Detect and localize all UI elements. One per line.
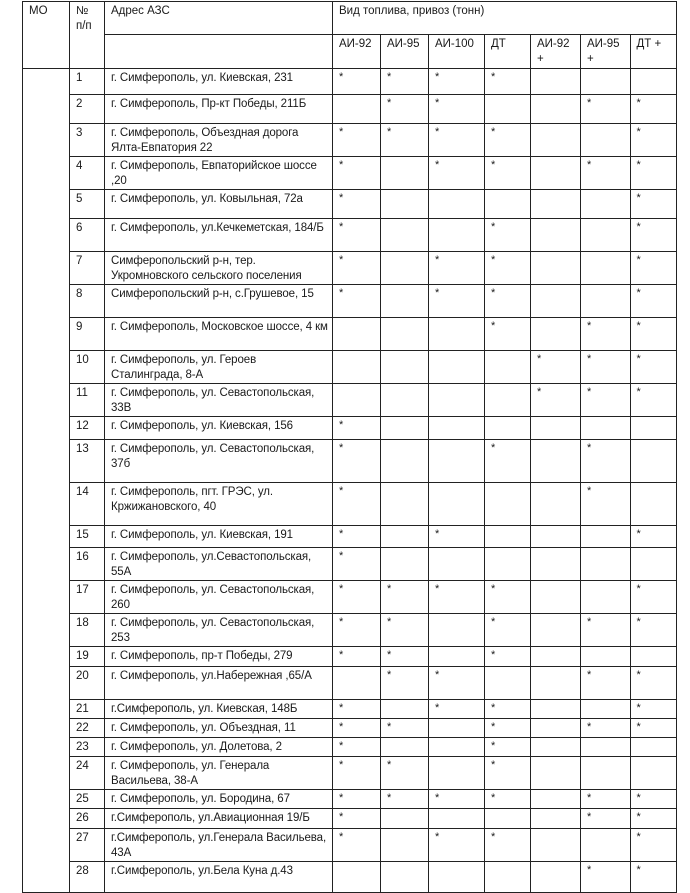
fuel-mark-ai95-plus [580,829,630,862]
row-number: 28 [70,862,105,893]
fuel-mark-ai92: * [333,285,381,318]
fuel-mark-dt-plus: * [630,318,676,351]
header-fuel-ai100: АИ-100 [429,35,485,69]
fuel-mark-ai100: * [429,95,485,124]
fuel-mark-ai92-plus [530,440,580,483]
table-row [23,667,677,700]
row-number: 23 [70,738,105,757]
fuel-mark-ai92-plus [530,862,580,893]
header-row-1 [23,2,677,35]
fuel-mark-ai92: * [333,483,381,526]
fuel-mark-ai95: * [381,95,429,124]
fuel-mark-ai95 [381,829,429,862]
fuel-mark-ai92: * [333,548,381,581]
fuel-mark-ai92-plus [530,157,580,190]
fuel-mark-ai95: * [381,69,429,95]
fuel-mark-ai92-plus [530,581,580,614]
table-row [23,581,677,614]
fuel-mark-ai95 [381,318,429,351]
fuel-mark-dt [484,862,530,893]
station-address: г. Симферополь, пгт. ГРЭС, ул. Кржижановского, 40 [105,483,333,526]
fuel-mark-ai95 [381,384,429,417]
station-address: Симферопольский р-н, тер. Укромновского сельского поселения [105,252,333,285]
row-number: 11 [70,384,105,417]
fuel-mark-ai100: * [429,829,485,862]
fuel-mark-dt: * [484,790,530,809]
fuel-mark-dt [484,483,530,526]
station-address: г.Симферополь, ул.Авиационная 19/Б [105,809,333,829]
table-row [23,790,677,809]
fuel-mark-ai100: * [429,790,485,809]
fuel-mark-ai95 [381,252,429,285]
fuel-mark-ai92: * [333,581,381,614]
fuel-mark-ai92-plus [530,69,580,95]
fuel-mark-ai92: * [333,719,381,738]
fuel-mark-ai95: * [381,614,429,647]
fuel-mark-ai100: * [429,581,485,614]
header-fuel-group: Вид топлива, привоз (тонн) [333,2,677,35]
fuel-mark-ai92 [333,351,381,384]
fuel-mark-dt [484,667,530,700]
station-address: г. Симферополь, Пр-кт Победы, 211Б [105,95,333,124]
fuel-mark-ai92 [333,667,381,700]
fuel-mark-ai95-plus: * [580,157,630,190]
fuel-mark-ai100 [429,417,485,440]
fuel-mark-ai95-plus: * [580,719,630,738]
fuel-mark-ai100 [429,757,485,790]
fuel-mark-ai95-plus [580,124,630,157]
fuel-mark-ai95 [381,809,429,829]
fuel-mark-ai100 [429,440,485,483]
fuel-mark-ai95 [381,440,429,483]
fuel-mark-ai95-plus [580,647,630,667]
fuel-mark-ai95-plus: * [580,95,630,124]
fuel-mark-ai100 [429,318,485,351]
row-number: 3 [70,124,105,157]
fuel-mark-ai95-plus: * [580,318,630,351]
fuel-mark-ai100: * [429,526,485,548]
fuel-mark-ai92: * [333,190,381,219]
row-number: 27 [70,829,105,862]
fuel-mark-ai100 [429,809,485,829]
fuel-mark-ai92-plus [530,318,580,351]
header-address: Адрес АЗС [105,2,333,35]
header-fuel-ai95: АИ-95 [381,35,429,69]
station-address: г. Симферополь, ул. Киевская, 231 [105,69,333,95]
table-row [23,548,677,581]
table-body [23,69,677,893]
fuel-mark-ai100 [429,862,485,893]
table-row [23,285,677,318]
row-number: 7 [70,252,105,285]
fuel-mark-ai100: * [429,285,485,318]
header-fuel-ai95-plus: АИ-95 + [580,35,630,69]
table-row [23,124,677,157]
fuel-mark-ai92-plus [530,483,580,526]
fuel-mark-ai92-plus [530,285,580,318]
row-number: 4 [70,157,105,190]
header-address-sub [105,35,333,69]
fuel-mark-ai95-plus: * [580,790,630,809]
fuel-mark-ai95: * [381,667,429,700]
row-number: 19 [70,647,105,667]
row-number: 17 [70,581,105,614]
fuel-mark-ai95-plus [580,252,630,285]
fuel-mark-dt: * [484,219,530,252]
header-row-2 [23,35,677,69]
fuel-mark-ai92-plus [530,647,580,667]
fuel-mark-dt [484,526,530,548]
fuel-mark-ai95-plus [580,738,630,757]
fuel-mark-dt-plus [630,738,676,757]
fuel-mark-dt: * [484,614,530,647]
fuel-mark-ai95 [381,700,429,719]
fuel-mark-dt: * [484,318,530,351]
station-address: г. Симферополь, ул. Севастопольская, 37б [105,440,333,483]
fuel-mark-ai100 [429,548,485,581]
fuel-mark-ai95 [381,862,429,893]
fuel-mark-ai92: * [333,526,381,548]
fuel-mark-ai95 [381,190,429,219]
fuel-mark-ai92-plus [530,95,580,124]
fuel-mark-ai95-plus [580,417,630,440]
fuel-mark-ai95-plus [580,285,630,318]
fuel-mark-dt: * [484,719,530,738]
station-address: г. Симферополь, ул.Кечкеметская, 184/Б [105,219,333,252]
fuel-mark-ai95 [381,219,429,252]
fuel-mark-ai100 [429,738,485,757]
fuel-mark-ai92: * [333,219,381,252]
fuel-mark-dt: * [484,285,530,318]
table-row [23,69,677,95]
fuel-mark-dt-plus [630,69,676,95]
table-row [23,829,677,862]
fuel-mark-ai92-plus [530,667,580,700]
station-address: г. Симферополь, ул. Севастопольская, 260 [105,581,333,614]
station-address: г. Симферополь, пр-т Победы, 279 [105,647,333,667]
fuel-mark-dt-plus: * [630,719,676,738]
fuel-mark-dt-plus: * [630,219,676,252]
fuel-mark-ai95 [381,738,429,757]
fuel-mark-ai95 [381,548,429,581]
table-row [23,738,677,757]
header-fuel-ai92-plus: АИ-92 + [530,35,580,69]
header-fuel-dt-plus: ДТ + [630,35,676,69]
fuel-mark-dt-plus: * [630,190,676,219]
table-row [23,483,677,526]
fuel-mark-ai95-plus [580,581,630,614]
fuel-mark-ai95-plus: * [580,614,630,647]
fuel-mark-ai95: * [381,124,429,157]
fuel-mark-ai95: * [381,647,429,667]
row-number: 25 [70,790,105,809]
fuel-mark-ai92: * [333,700,381,719]
fuel-mark-dt: * [484,69,530,95]
header-fuel-ai92: АИ-92 [333,35,381,69]
fuel-mark-ai92: * [333,647,381,667]
fuel-mark-ai92: * [333,738,381,757]
row-number: 1 [70,69,105,95]
table-row [23,526,677,548]
fuel-mark-ai92: * [333,252,381,285]
fuel-mark-ai92-plus [530,526,580,548]
station-address: г.Симферополь, ул. Киевская, 148Б [105,700,333,719]
row-number: 21 [70,700,105,719]
fuel-mark-dt-plus: * [630,157,676,190]
fuel-mark-ai92-plus [530,790,580,809]
fuel-mark-dt-plus: * [630,809,676,829]
fuel-mark-dt-plus: * [630,581,676,614]
fuel-mark-ai92: * [333,790,381,809]
table-row [23,384,677,417]
fuel-mark-dt-plus [630,647,676,667]
fuel-mark-ai92-plus [530,124,580,157]
station-address: г. Симферополь, ул.Севастопольская, 55А [105,548,333,581]
fuel-mark-ai92 [333,862,381,893]
fuel-mark-ai95-plus: * [580,862,630,893]
row-number: 13 [70,440,105,483]
row-number: 18 [70,614,105,647]
fuel-mark-dt-plus: * [630,667,676,700]
fuel-mark-dt [484,190,530,219]
table-row [23,190,677,219]
fuel-mark-ai92-plus [530,700,580,719]
fuel-mark-ai95-plus: * [580,809,630,829]
station-address: г. Симферополь, ул. Киевская, 191 [105,526,333,548]
mo-cell [23,69,70,893]
table-row [23,318,677,351]
fuel-mark-ai95-plus [580,757,630,790]
table-row [23,719,677,738]
fuel-mark-dt [484,417,530,440]
fuel-mark-ai92-plus: * [530,384,580,417]
fuel-mark-ai95: * [381,719,429,738]
fuel-mark-ai95 [381,285,429,318]
station-address: г. Симферополь, ул. Долетова, 2 [105,738,333,757]
fuel-mark-ai95-plus: * [580,351,630,384]
row-number: 2 [70,95,105,124]
fuel-mark-dt-plus: * [630,862,676,893]
station-address: г.Симферополь, ул.Бела Куна д.43 [105,862,333,893]
fuel-mark-dt [484,384,530,417]
fuel-mark-ai95: * [381,757,429,790]
fuel-mark-dt-plus [630,417,676,440]
table-row [23,95,677,124]
station-address: г. Симферополь, ул.Набережная ,65/А [105,667,333,700]
fuel-mark-dt-plus: * [630,95,676,124]
fuel-mark-ai92-plus [530,614,580,647]
station-address: г. Симферополь, ул. Киевская, 156 [105,417,333,440]
fuel-mark-dt-plus: * [630,614,676,647]
fuel-mark-dt-plus: * [630,790,676,809]
fuel-mark-dt-plus [630,483,676,526]
fuel-mark-ai95: * [381,581,429,614]
fuel-mark-ai92 [333,384,381,417]
table-row [23,862,677,893]
fuel-mark-ai95-plus [580,700,630,719]
fuel-mark-ai100: * [429,700,485,719]
fuel-mark-ai95-plus: * [580,384,630,417]
fuel-mark-ai100 [429,219,485,252]
fuel-mark-ai92: * [333,417,381,440]
fuel-mark-dt-plus: * [630,700,676,719]
fuel-mark-ai92-plus: * [530,351,580,384]
table-row [23,440,677,483]
fuel-mark-ai95-plus [580,219,630,252]
fuel-mark-dt-plus: * [630,351,676,384]
row-number: 10 [70,351,105,384]
fuel-mark-dt [484,809,530,829]
table-row [23,417,677,440]
fuel-mark-ai100 [429,384,485,417]
table-row [23,647,677,667]
fuel-mark-ai95-plus [580,69,630,95]
fuel-mark-ai100 [429,351,485,384]
station-address: г. Симферополь, Московское шоссе, 4 км [105,318,333,351]
fuel-mark-ai92-plus [530,190,580,219]
fuel-mark-ai100 [429,647,485,667]
table-row [23,252,677,285]
fuel-mark-dt-plus: * [630,124,676,157]
fuel-mark-ai92: * [333,157,381,190]
fuel-mark-dt-plus: * [630,252,676,285]
row-number: 9 [70,318,105,351]
row-number: 20 [70,667,105,700]
fuel-mark-dt [484,548,530,581]
fuel-mark-ai92: * [333,829,381,862]
fuel-delivery-table [22,1,677,893]
header-fuel-dt: ДТ [484,35,530,69]
row-number: 6 [70,219,105,252]
fuel-mark-dt: * [484,124,530,157]
fuel-mark-ai95-plus: * [580,667,630,700]
fuel-mark-dt: * [484,157,530,190]
fuel-mark-ai92 [333,95,381,124]
fuel-mark-dt: * [484,647,530,667]
fuel-mark-dt: * [484,700,530,719]
fuel-mark-ai100 [429,190,485,219]
fuel-mark-ai92-plus [530,417,580,440]
row-number: 12 [70,417,105,440]
fuel-mark-ai100: * [429,69,485,95]
header-mo: МО [23,2,70,69]
fuel-mark-ai95 [381,157,429,190]
row-number: 14 [70,483,105,526]
table-row [23,614,677,647]
fuel-mark-ai92-plus [530,738,580,757]
table-row [23,351,677,384]
fuel-mark-ai92-plus [530,219,580,252]
fuel-mark-ai92: * [333,614,381,647]
fuel-mark-dt: * [484,829,530,862]
fuel-mark-ai92-plus [530,548,580,581]
fuel-mark-ai92-plus [530,829,580,862]
fuel-mark-dt [484,351,530,384]
fuel-mark-ai95: * [381,790,429,809]
fuel-mark-ai95 [381,526,429,548]
station-address: г. Симферополь, ул. Севастопольская, 253 [105,614,333,647]
row-number: 26 [70,809,105,829]
fuel-mark-ai100 [429,719,485,738]
fuel-mark-dt-plus: * [630,829,676,862]
fuel-mark-ai100: * [429,252,485,285]
table-row [23,757,677,790]
station-address: Симферопольский р-н, с.Грушевое, 15 [105,285,333,318]
station-address: г. Симферополь, Евпаторийское шоссе ,20 [105,157,333,190]
table-row [23,219,677,252]
table-row [23,157,677,190]
station-address: г.Симферополь, ул.Генерала Васильева, 43А [105,829,333,862]
fuel-mark-ai92-plus [530,719,580,738]
station-address: г. Симферополь, ул. Генерала Васильева, 38-А [105,757,333,790]
station-address: г. Симферополь, Объездная дорога Ялта-Евпатория 22 [105,124,333,157]
station-address: г. Симферополь, ул. Ковыльная, 72а [105,190,333,219]
fuel-mark-dt [484,95,530,124]
fuel-mark-dt-plus [630,548,676,581]
fuel-mark-ai95 [381,351,429,384]
fuel-mark-ai92: * [333,809,381,829]
row-number: 8 [70,285,105,318]
fuel-mark-dt: * [484,738,530,757]
fuel-mark-ai92: * [333,757,381,790]
fuel-mark-ai95-plus: * [580,483,630,526]
fuel-mark-dt: * [484,581,530,614]
fuel-mark-dt: * [484,440,530,483]
fuel-mark-dt-plus: * [630,384,676,417]
station-address: г. Симферополь, ул. Бородина, 67 [105,790,333,809]
fuel-mark-dt: * [484,757,530,790]
fuel-mark-ai92-plus [530,809,580,829]
fuel-mark-ai92: * [333,124,381,157]
fuel-mark-ai95-plus [580,526,630,548]
fuel-mark-ai92-plus [530,252,580,285]
station-address: г. Симферополь, ул. Севастопольская, 33В [105,384,333,417]
fuel-mark-ai92: * [333,69,381,95]
fuel-mark-dt-plus: * [630,285,676,318]
fuel-mark-ai100 [429,483,485,526]
table-row [23,809,677,829]
fuel-mark-dt-plus: * [630,526,676,548]
row-number: 24 [70,757,105,790]
row-number: 5 [70,190,105,219]
fuel-mark-ai95-plus [580,548,630,581]
station-address: г. Симферополь, ул. Героев Сталинграда, 8-А [105,351,333,384]
header-number: № п/п [70,2,105,69]
fuel-mark-ai95 [381,483,429,526]
fuel-mark-dt-plus [630,757,676,790]
fuel-mark-ai92-plus [530,757,580,790]
table-row [23,700,677,719]
row-number: 15 [70,526,105,548]
fuel-mark-ai95 [381,417,429,440]
fuel-mark-ai100: * [429,124,485,157]
fuel-mark-dt-plus [630,440,676,483]
fuel-mark-ai95-plus: * [580,440,630,483]
fuel-mark-ai100: * [429,667,485,700]
row-number: 16 [70,548,105,581]
fuel-mark-ai92 [333,318,381,351]
fuel-mark-ai100: * [429,157,485,190]
fuel-mark-dt: * [484,252,530,285]
fuel-mark-ai92: * [333,440,381,483]
station-address: г. Симферополь, ул. Объездная, 11 [105,719,333,738]
row-number: 22 [70,719,105,738]
fuel-mark-ai95-plus [580,190,630,219]
fuel-mark-ai100 [429,614,485,647]
